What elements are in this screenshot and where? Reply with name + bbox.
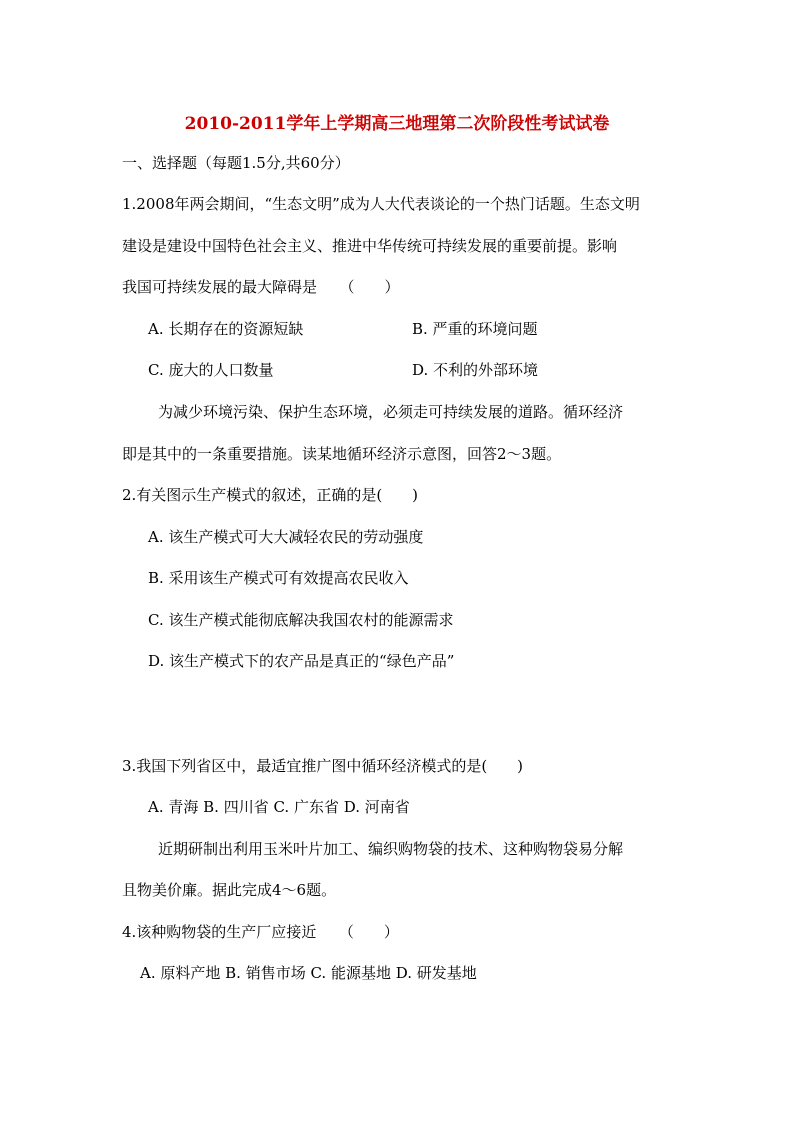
q4-stem: 4.该种购物袋的生产厂应接近 （ ） (122, 923, 399, 941)
q2-option-b: B. 采用该生产模式可有效提高农民收入 (148, 569, 409, 587)
q2-option-c: C. 该生产模式能彻底解决我国农村的能源需求 (148, 611, 454, 629)
q4-options: A. 原料产地 B. 销售市场 C. 能源基地 D. 研发基地 (140, 964, 477, 982)
q1-option-d: D. 不利的外部环境 (412, 361, 539, 379)
section-heading: 一、选择题（每题1.5分,共60分） (122, 154, 350, 172)
passage1-line1: 为减少环境污染、保护生态环境，必须走可持续发展的道路。循环经济 (158, 403, 624, 421)
q1-stem-line1: 1.2008年两会期间，“生态文明”成为人大代表谈论的一个热门话题。生态文明 (122, 195, 640, 213)
q1-option-c: C. 庞大的人口数量 (148, 361, 274, 379)
passage2-line1: 近期研制出利用玉米叶片加工、编织购物袋的技术、这种购物袋易分解 (158, 840, 624, 858)
q3-stem: 3.我国下列省区中，最适宜推广图中循环经济模式的是( ) (122, 757, 524, 775)
q1-option-b: B. 严重的环境问题 (412, 320, 538, 338)
q2-option-a: A. 该生产模式可大大减轻农民的劳动强度 (148, 528, 424, 546)
passage1-line2: 即是其中的一条重要措施。读某地循环经济示意图，回答2～3题。 (122, 445, 562, 463)
passage2-line2: 且物美价廉。据此完成4～6题。 (122, 881, 337, 899)
q3-options: A. 青海 B. 四川省 C. 广东省 D. 河南省 (148, 798, 410, 816)
q2-option-d: D. 该生产模式下的农产品是真正的“绿色产品” (148, 652, 455, 670)
q1-stem-line3: 我国可持续发展的最大障碍是 （ ） (122, 278, 400, 296)
exam-title: 2010-2011学年上学期高三地理第二次阶段性考试试卷 (184, 114, 610, 134)
q1-option-a: A. 长期存在的资源短缺 (148, 320, 304, 338)
q1-stem-line2: 建设是建设中国特色社会主义、推进中华传统可持续发展的重要前提。影响 (122, 237, 618, 255)
q2-stem: 2.有关图示生产模式的叙述，正确的是( ) (122, 486, 419, 504)
